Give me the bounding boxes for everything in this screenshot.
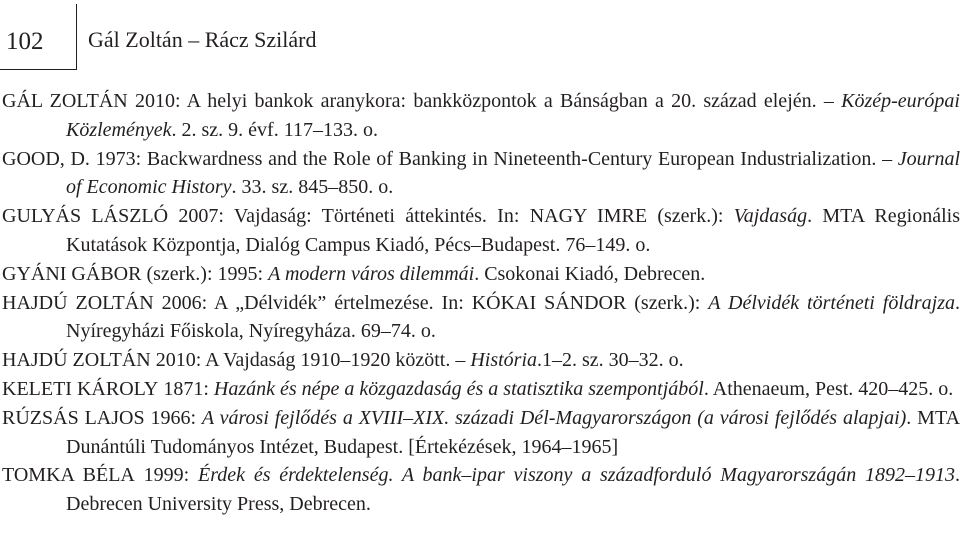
reference-text: .1–2. sz. 30–32. o. xyxy=(537,349,684,372)
reference-text: 2007: Vajdaság: Történeti áttekintés. In: NAGY IMRE (szerk.): xyxy=(168,205,734,228)
reference-text: 2006: A „Délvidék” értelmezése. In: KÓKAI SÁNDOR (szerk.): xyxy=(153,291,709,314)
reference-text: . Nyíregyházi Főiskola, Nyíregyháza. 69–74. o. xyxy=(66,291,960,343)
reference-title: Közép-európai Közlemények xyxy=(66,90,960,141)
reference-text: 1999: xyxy=(134,464,199,487)
reference-author: RÚZSÁS LAJOS xyxy=(2,406,145,429)
reference-author: GYÁNI GÁBOR xyxy=(2,262,142,285)
reference-title: A városi fejlődés a XVIII–XIX. századi Dél-Magyarországon (a városi fejlődés alapjai) xyxy=(201,406,907,429)
reference-text: 2010: A Vajdaság 1910–1920 között. – xyxy=(150,349,471,372)
reference-author: GULYÁS LÁSZLÓ xyxy=(2,205,169,228)
reference-title: Vajdaság xyxy=(733,205,808,228)
reference-author: GÁL ZOLTÁN xyxy=(2,90,128,112)
reference-title: Journal of Economic History xyxy=(66,147,960,199)
reference-text: . MTA Regionális Kutatások Központja, Dialóg Campus Kiadó, Pécs–Budapest. 76–149. o. xyxy=(66,205,960,256)
page-header xyxy=(0,0,960,75)
header-horizontal-rule xyxy=(0,69,77,70)
reference-entry xyxy=(2,260,960,289)
reference-text: . 2. sz. 9. évf. 117–133. o. xyxy=(171,118,378,141)
reference-text: . MTA Dunántúli Tudományos Intézet, Budapest. [Értekézések, 1964–1965] xyxy=(66,406,960,458)
reference-text: 1973: Backwardness and the Role of Banking in Nineteenth-Century European Industrialization. – xyxy=(89,147,898,170)
reference-title: Érdek és érdektelenség. A bank–ipar viszony a századforduló Magyarországán 1892–1913 xyxy=(198,464,955,487)
reference-text: . 33. sz. 845–850. o. xyxy=(231,176,394,199)
reference-entry xyxy=(2,375,960,404)
reference-title: A modern város dilemmái xyxy=(268,262,475,285)
reference-author: HAJDÚ ZOLTÁN xyxy=(2,291,154,314)
reference-title: A Délvidék történeti földrajza xyxy=(708,291,955,314)
reference-text: 1871: xyxy=(158,377,214,400)
reference-author: HAJDÚ ZOLTÁN xyxy=(2,349,151,372)
reference-title: História xyxy=(470,349,538,372)
page-number: 102 xyxy=(6,28,44,55)
reference-entry xyxy=(2,461,960,519)
reference-author: TOMKA BÉLA xyxy=(2,464,135,487)
header-vertical-rule xyxy=(76,4,77,70)
reference-entry xyxy=(2,404,960,462)
reference-text: 1966: xyxy=(144,406,202,429)
reference-entry xyxy=(2,145,960,203)
reference-entry xyxy=(2,289,960,347)
reference-entry xyxy=(2,87,960,145)
reference-author: GOOD, D. xyxy=(2,147,90,170)
reference-list xyxy=(0,87,960,519)
reference-author: KELETI KÁROLY xyxy=(2,377,159,400)
reference-text: . Athenaeum, Pest. 420–425. o. xyxy=(703,377,954,400)
reference-text: 2010: A helyi bankok aranykora: bankközpontok a Bánságban a 20. század elején. – xyxy=(127,90,842,112)
reference-text: (szerk.): 1995: xyxy=(141,262,269,285)
reference-text: . Debrecen University Press, Debrecen. xyxy=(66,464,960,516)
reference-entry xyxy=(2,346,960,375)
reference-entry xyxy=(2,202,960,260)
running-title: Gál Zoltán – Rácz Szilárd xyxy=(88,27,317,52)
reference-text: . Csokonai Kiadó, Debrecen. xyxy=(474,262,706,285)
reference-title: Hazánk és népe a közgazdaság és a statisztika szempontjából xyxy=(213,377,704,400)
